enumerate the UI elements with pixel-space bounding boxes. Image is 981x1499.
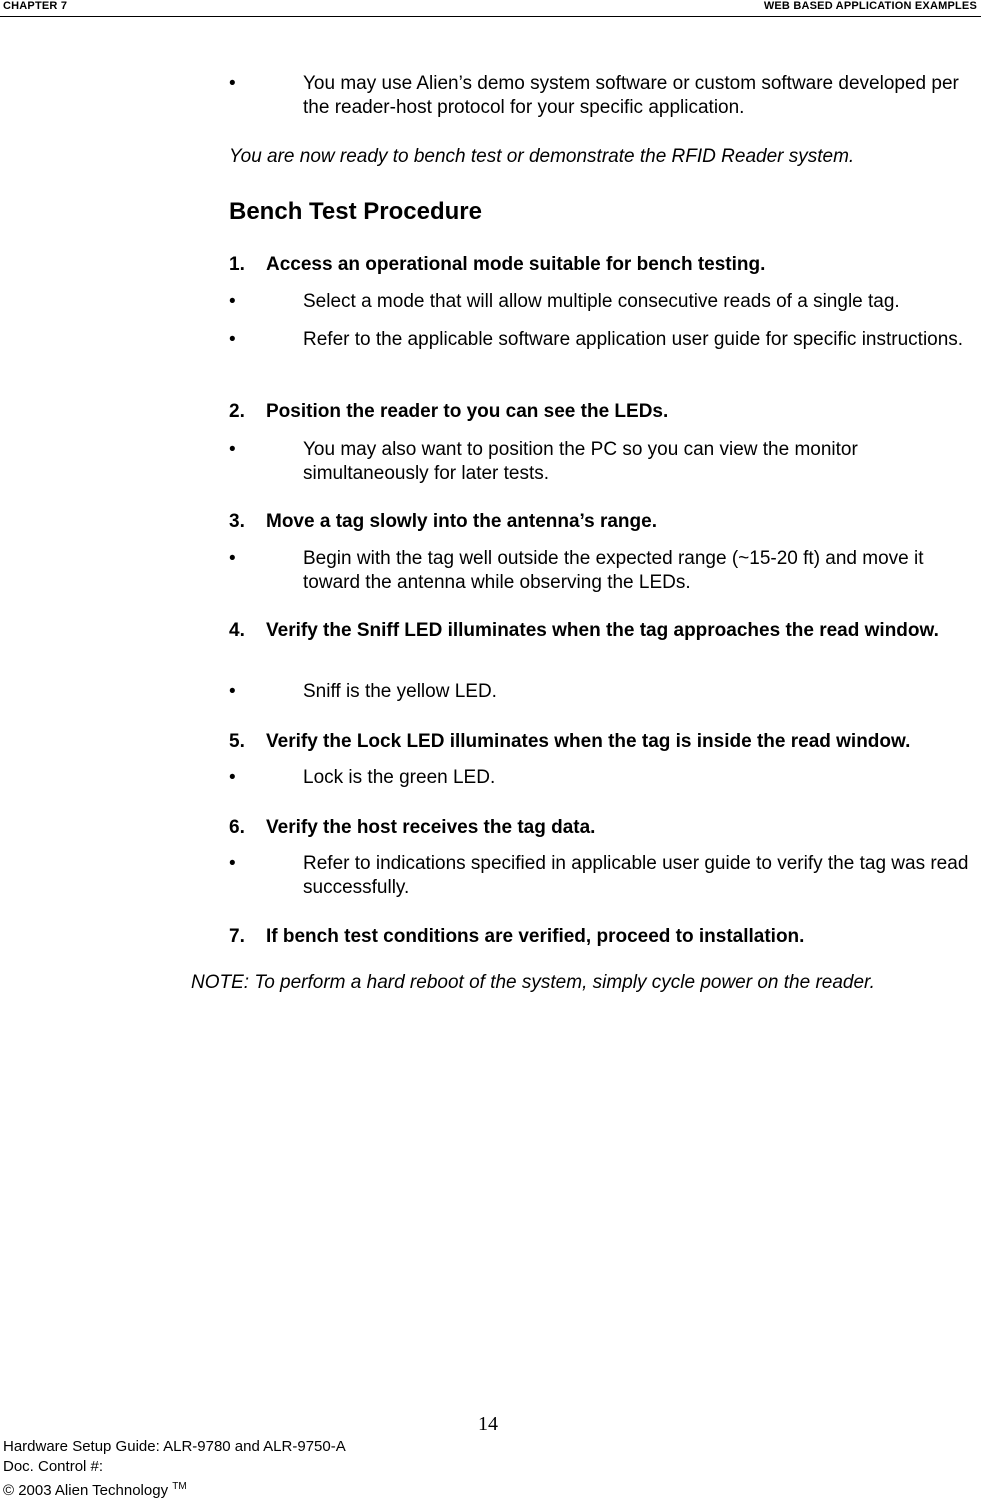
step-number: 3. <box>229 511 245 532</box>
bullet-text: Select a mode that will allow multiple consecutive reads of a single tag. <box>303 291 900 312</box>
step-7 <box>229 925 979 949</box>
footer-copyright <box>3 1478 187 1499</box>
chapter-label: CHAPTER 7 <box>3 0 68 12</box>
bullet-icon: • <box>229 329 236 350</box>
step-number: 1. <box>229 254 245 275</box>
step-3 <box>229 510 979 534</box>
intro-bullet <box>229 72 971 120</box>
step-title: Verify the Lock LED illuminates when the tag is inside the read window. <box>266 731 911 752</box>
step-title: Access an operational mode suitable for bench testing. <box>266 254 766 275</box>
step-6-bullet-1 <box>229 852 971 900</box>
copyright-text: © 2003 Alien Technology <box>3 1482 169 1499</box>
step-number: 5. <box>229 731 245 752</box>
step-title: Verify the Sniff LED illuminates when the tag approaches the read window. <box>266 620 939 641</box>
footer-doc-control: Doc. Control #: <box>3 1458 104 1475</box>
section-heading: Bench Test Procedure <box>229 198 482 225</box>
ready-statement: You are now ready to bench test or demonstrate the RFID Reader system. <box>229 146 855 167</box>
bullet-icon: • <box>229 548 236 569</box>
bullet-icon: • <box>229 73 236 94</box>
header-divider <box>0 16 981 17</box>
step-5-bullet-1 <box>229 766 971 790</box>
step-1 <box>229 253 979 277</box>
bullet-icon: • <box>229 853 236 874</box>
bullet-icon: • <box>229 439 236 460</box>
step-title: Move a tag slowly into the antenna’s range. <box>266 511 657 532</box>
footer-guide: Hardware Setup Guide: ALR-9780 and ALR-9750-A <box>3 1438 346 1455</box>
bullet-text: Sniff is the yellow LED. <box>303 681 497 702</box>
bullet-icon: • <box>229 767 236 788</box>
step-title: Position the reader to you can see the LEDs. <box>266 401 669 422</box>
step-4 <box>229 619 979 643</box>
step-5 <box>229 730 979 754</box>
step-4-bullet-1 <box>229 680 971 704</box>
step-number: 2. <box>229 401 245 422</box>
bullet-text: Lock is the green LED. <box>303 767 496 788</box>
step-1-bullet-1 <box>229 290 971 314</box>
section-title: WEB BASED APPLICATION EXAMPLES <box>763 0 977 12</box>
step-3-bullet-1 <box>229 547 971 595</box>
step-number: 7. <box>229 926 245 947</box>
step-title: If bench test conditions are verified, proceed to installation. <box>266 926 805 947</box>
step-1-bullet-2 <box>229 328 971 352</box>
bullet-text: Refer to indications specified in applicable user guide to verify the tag was read successfully. <box>303 853 969 898</box>
step-number: 4. <box>229 620 245 641</box>
intro-bullet-text: You may use Alien’s demo system software or custom software developed per the reader-host protocol for your specific application. <box>303 73 959 118</box>
bullet-text: Begin with the tag well outside the expected range (~15-20 ft) and move it toward the antenna while observing the LEDs. <box>303 548 924 593</box>
bullet-text: Refer to the applicable software application user guide for specific instructions. <box>303 329 964 350</box>
bullet-text: You may also want to position the PC so you can view the monitor simultaneously for later tests. <box>303 439 858 484</box>
page-number: 14 <box>478 1413 498 1435</box>
step-6 <box>229 816 979 840</box>
step-2-bullet-1 <box>229 438 971 486</box>
step-2 <box>229 400 979 424</box>
bullet-icon: • <box>229 291 236 312</box>
bullet-icon: • <box>229 681 236 702</box>
step-number: 6. <box>229 817 245 838</box>
reboot-note: NOTE: To perform a hard reboot of the system, simply cycle power on the reader. <box>191 972 875 993</box>
step-title: Verify the host receives the tag data. <box>266 817 596 838</box>
trademark-symbol: TM <box>172 1481 187 1492</box>
